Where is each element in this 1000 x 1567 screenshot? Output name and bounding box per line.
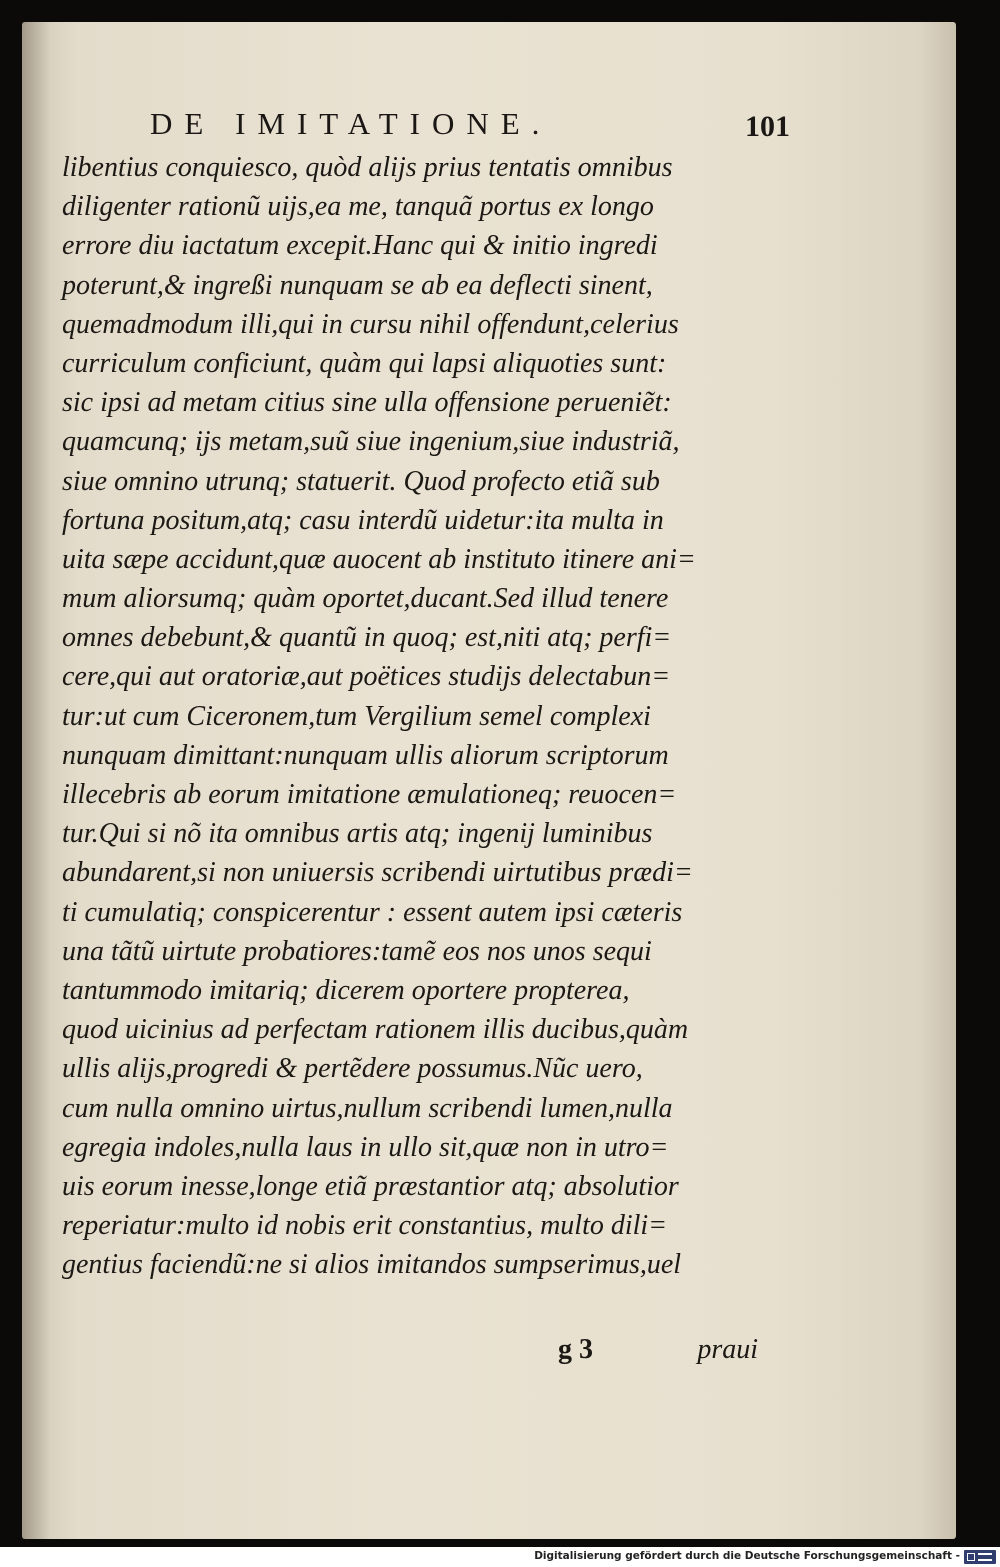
gutter-shadow bbox=[22, 22, 50, 1539]
text-line: fortuna positum,atq; casu interdũ uidetur:ita multa in bbox=[62, 504, 664, 536]
text-line: curriculum conficiunt, quàm qui lapsi aliquoties sunt: bbox=[62, 347, 667, 379]
text-line: nunquam dimittant:nunquam ullis aliorum scriptorum bbox=[62, 739, 669, 771]
text-line: libentius conquiesco, quòd alijs prius tentatis omnibus bbox=[62, 152, 673, 183]
text-line: egregia indoles,nulla laus in ullo sit,quæ non in utro= bbox=[62, 1131, 669, 1163]
text-line: uis eorum inesse,longe etiã præstantior atq; absolutior bbox=[62, 1170, 679, 1202]
text-line: ti cumulatiq; conspicerentur : essent autem ipsi cæteris bbox=[62, 896, 683, 928]
text-line: omnes debebunt,& quantũ in quoq; est,niti atq; perfi= bbox=[62, 622, 672, 654]
footer-bar bbox=[0, 1547, 1000, 1567]
text-line: ullis alijs,progredi & pertẽdere possumus.Nũc uero, bbox=[62, 1053, 643, 1085]
text-line: gentius faciendũ:ne si alios imitandos sumpserimus,uel bbox=[62, 1249, 682, 1281]
text-line: diligenter rationũ uijs,ea me, tanquã portus ex longo bbox=[62, 191, 654, 223]
body-text bbox=[62, 148, 762, 1284]
funding-credit: Digitalisierung gefördert durch die Deutsche Forschungsgemeinschaft - bbox=[534, 1550, 960, 1562]
text-line: una tãtũ uirtute probatiores:tamẽ eos nos unos sequi bbox=[62, 935, 652, 967]
text-line: tur.Qui si nõ ita omnibus artis atq; ingenij luminibus bbox=[62, 818, 653, 850]
text-line: tantummodo imitariq; dicerem oportere propterea, bbox=[62, 974, 630, 1006]
text-line: mum aliorsumq; quàm oportet,ducant.Sed illud tenere bbox=[62, 583, 669, 615]
text-line: sic ipsi ad metam citius sine ulla offensione perueniẽt: bbox=[62, 387, 672, 419]
text-line: uita sæpe accidunt,quæ auocent ab instituto itinere ani= bbox=[62, 543, 696, 575]
book-page bbox=[22, 22, 956, 1539]
text-line: tur:ut cum Ciceronem,tum Vergilium semel complexi bbox=[62, 700, 651, 732]
catchline bbox=[558, 1334, 758, 1374]
running-head-title: DE IMITATIONE. bbox=[150, 106, 552, 141]
page-number: 101 bbox=[745, 110, 790, 143]
catchword: praui bbox=[697, 1334, 758, 1365]
text-line: quamcunq; ijs metam,suũ siue ingenium,siue industriã, bbox=[62, 426, 680, 458]
text-line: quod uicinius ad perfectam rationem illis ducibus,quàm bbox=[62, 1014, 689, 1046]
signature-mark: g 3 bbox=[558, 1334, 593, 1365]
text-line: quemadmodum illi,qui in cursu nihil offendunt,celerius bbox=[62, 308, 679, 340]
text-line: cere,qui aut oratoriæ,aut poëtices studijs delectabun= bbox=[62, 661, 671, 693]
text-line: illecebris ab eorum imitatione æmulationeq; reuocen= bbox=[62, 779, 677, 810]
text-line: siue omnino utrunq; statuerit. Quod profecto etiã sub bbox=[62, 465, 660, 497]
text-line: abundarent,si non uniuersis scribendi uirtutibus prædi= bbox=[62, 857, 693, 889]
dfg-logo-icon[interactable] bbox=[964, 1550, 996, 1564]
text-line: cum nulla omnino uirtus,nullum scribendi lumen,nulla bbox=[62, 1092, 673, 1124]
text-line: poterunt,& ingreßi nunquam se ab ea deflecti sinent, bbox=[62, 269, 653, 301]
text-line: reperiatur:multo id nobis erit constantius, multo dili= bbox=[62, 1210, 668, 1242]
text-line: errore diu iactatum excepit.Hanc qui & initio ingredi bbox=[62, 230, 658, 262]
running-head bbox=[150, 100, 790, 150]
